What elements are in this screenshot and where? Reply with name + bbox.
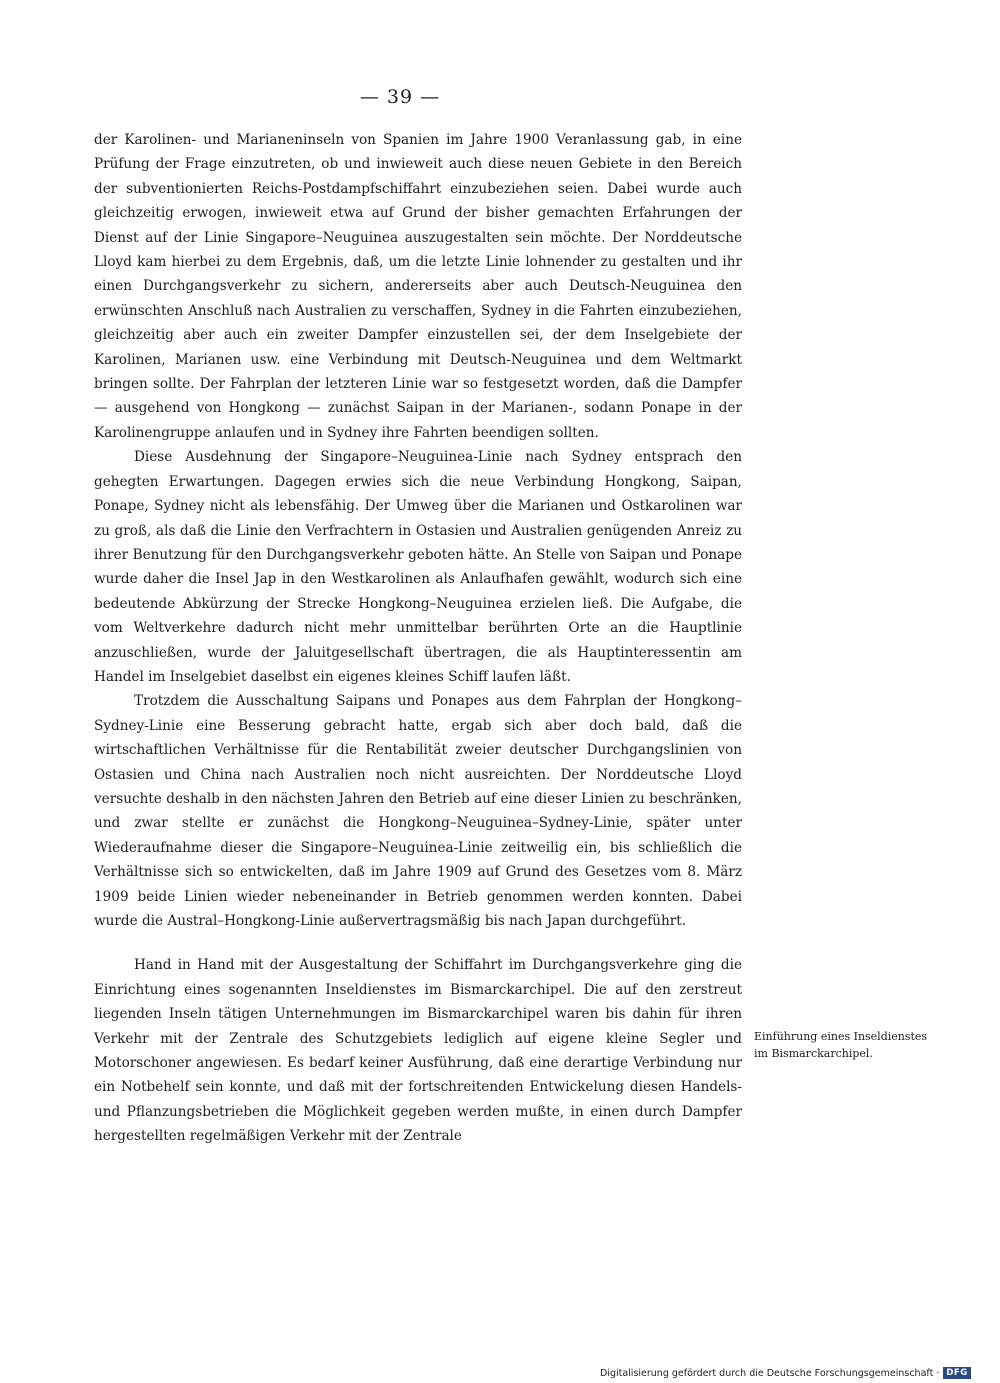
marginal-note: Einführung eines Inseldienstes im Bismarckarchipel. [754, 1030, 928, 1060]
main-text [94, 128, 742, 1149]
paragraph-3: Trotzdem die Ausschaltung Saipans und Ponapes aus dem Fahrplan der Hongkong–Sydney-Linie eine Besserung gebracht hatte, ergab sich aber doch bald, daß die wirtschaftlichen Verhältnisse für die Rentabilität zweier deutscher Durchgangslinien von Ostasien und China nach Australien noch nicht ausreichten. Der Norddeutsche Lloyd versuchte deshalb in den nächsten Jahren den Betrieb auf eine dieser Linien zu beschränken, und zwar stellte er zunächst die Hongkong–Neuguinea–Sydney-Linie, später unter Wiederaufnahme dieser die Singapore–Neuguinea-Linie zeitweilig ein, bis schließlich die Verhältnisse sich so entwickelten, daß im Jahre 1909 auf Grund des Gesetzes vom 8. März 1909 beide Linien wieder nebeneinander in Betrieb genommen werden konnten. Dabei wurde die Austral–Hongkong-Linie außervertragsmäßig bis nach Japan durchgeführt. [94, 693, 742, 929]
dfg-logo-icon: DFG [943, 1367, 970, 1379]
paragraph-4: Hand in Hand mit der Ausgestaltung der Schiffahrt im Durchgangsverkehre ging die Einrichtung eines sogenannten Inseldienstes im Bismarckarchipel. Die auf den zerstreut liegenden Inseln tätigen Unternehmungen im Bismarckarchipel waren bis dahin für ihren Verkehr mit der Zentrale des Schutzgebiets lediglich auf eigene kleine Segler und Motorschoner angewiesen. Es bedarf keiner Ausführung, daß eine derartige Verbindung nur ein Notbehelf sein konnte, und daß mit der fortschreitenden Entwickelung diesen Handels- und Pflanzungsbetrieben die Möglichkeit gegeben werden mußte, in einen durch Dampfer hergestellten regelmäßigen Verkehr mit der Zentrale [94, 957, 742, 1145]
footer-credit [600, 1366, 971, 1380]
footer-text: Digitalisierung gefördert durch die Deutsche Forschungsgemeinschaft · [600, 1367, 940, 1379]
paragraph-1: der Karolinen- und Marianeninseln von Spanien im Jahre 1900 Veranlassung gab, in eine Prüfung der Frage einzutreten, ob und inwieweit auch diese neuen Gebiete in den Bereich der subventionierten Reichs-Postdampfschiffahrt einzubeziehen seien. Dabei wurde auch gleichzeitig erwogen, inwieweit etwa auf Grund der bisher gemachten Erfahrungen der Dienst auf der Linie Singapore–Neuguinea auszugestalten sein möchte. Der Norddeutsche Lloyd kam hierbei zu dem Ergebnis, daß, um die letzte Linie lohnender zu gestalten und ihr einen Durchgangsverkehr zu sichern, andererseits aber auch Deutsch-Neuguinea den erwünschten Anschluß nach Australien zu verschaffen, Sydney in die Fahrten einzubeziehen, gleichzeitig aber auch ein zweiter Dampfer einzustellen sei, der dem Inselgebiete der Karolinen, Marianen usw. eine Verbindung mit Deutsch-Neuguinea und dem Weltmarkt bringen sollte. Der Fahrplan der letzteren Linie war so festgesetzt worden, daß die Dampfer — ausgehend von Hongkong — zunächst Saipan in der Marianen-, sodann Ponape in der Karolinengruppe anlaufen und in Sydney ihre Fahrten beendigen sollten. [94, 132, 742, 441]
page-number: — 39 — [359, 86, 441, 108]
paragraph-2: Diese Ausdehnung der Singapore–Neuguinea-Linie nach Sydney entsprach den gehegten Erwartungen. Dagegen erwies sich die neue Verbindung Hongkong, Saipan, Ponape, Sydney nicht als lebensfähig. Der Umweg über die Marianen und Ostkarolinen war zu groß, als daß die Linie den Verfrachtern in Ostasien und Australien genügenden Anreiz zu ihrer Benutzung für den Durchgangsverkehr geboten hätte. An Stelle von Saipan und Ponape wurde daher die Insel Jap in den Westkarolinen als Anlaufhafen gewählt, wodurch sich eine bedeutende Abkürzung der Strecke Hongkong–Neuguinea erzielen ließ. Die Aufgabe, die vom Weltverkehre dadurch nicht mehr unmittelbar berührten Orte an die Hauptlinie anzuschließen, wurde der Jaluitgesellschaft übertragen, die als Hauptinteressentin am Handel im Inselgebiet daselbst ein eigenes kleines Schiff laufen läßt. [94, 449, 742, 685]
